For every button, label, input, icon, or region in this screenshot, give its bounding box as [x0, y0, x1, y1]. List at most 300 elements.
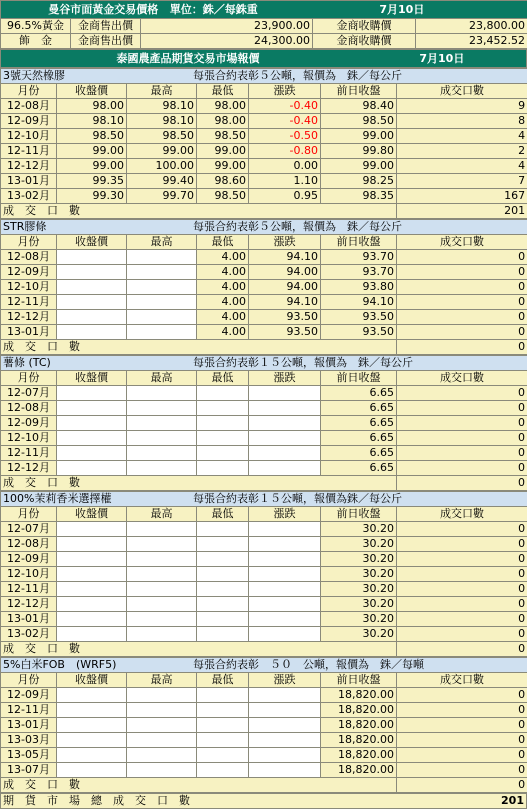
- table-cell: 13-02月: [1, 189, 57, 204]
- column-header: 收盤價: [57, 673, 127, 688]
- gold-sell-label: 金商售出價: [71, 34, 141, 49]
- table-cell: 0: [397, 250, 527, 265]
- table-cell: [249, 733, 321, 748]
- table-cell: 98.50: [197, 189, 249, 204]
- column-header-row: [1, 235, 527, 250]
- grand-total-table: [0, 793, 527, 809]
- table-cell: [127, 537, 197, 552]
- table-row: [1, 159, 527, 174]
- table-cell: 30.20: [321, 612, 397, 627]
- table-cell: [57, 446, 127, 461]
- section-title-row: [1, 492, 527, 507]
- table-cell: 99.00: [127, 144, 197, 159]
- table-cell: 12-09月: [1, 416, 57, 431]
- gold-sell-price: 23,900.00: [141, 19, 313, 34]
- table-cell: 94.00: [249, 280, 321, 295]
- table-cell: [197, 688, 249, 703]
- table-cell: [249, 401, 321, 416]
- table-cell: 30.20: [321, 522, 397, 537]
- column-header: 收盤價: [57, 235, 127, 250]
- section-total-row: [1, 778, 527, 793]
- column-header: 漲跌: [249, 235, 321, 250]
- column-header-row: [1, 371, 527, 386]
- table-row: [1, 280, 527, 295]
- column-header: 收盤價: [57, 507, 127, 522]
- table-cell: [249, 537, 321, 552]
- section-title-row: [1, 220, 527, 235]
- table-cell: 12-07月: [1, 386, 57, 401]
- futures-section-table: [0, 491, 527, 657]
- table-cell: 0: [397, 325, 527, 340]
- table-cell: [57, 733, 127, 748]
- table-cell: 12-10月: [1, 567, 57, 582]
- table-row: [1, 174, 527, 189]
- table-cell: 93.70: [321, 250, 397, 265]
- section-total-row: [1, 204, 527, 219]
- table-cell: 18,820.00: [321, 718, 397, 733]
- table-cell: 0: [397, 718, 527, 733]
- table-cell: 93.70: [321, 265, 397, 280]
- table-cell: -0.80: [249, 144, 321, 159]
- table-cell: 99.00: [321, 159, 397, 174]
- table-cell: 4.00: [197, 295, 249, 310]
- table-cell: 18,820.00: [321, 688, 397, 703]
- table-row: [1, 537, 527, 552]
- futures-section-table: [0, 68, 527, 219]
- table-cell: 4.00: [197, 250, 249, 265]
- table-cell: 0: [397, 416, 527, 431]
- table-cell: [57, 612, 127, 627]
- table-cell: [249, 718, 321, 733]
- table-cell: 99.30: [57, 189, 127, 204]
- table-cell: 0: [397, 461, 527, 476]
- table-cell: [57, 310, 127, 325]
- table-cell: [127, 552, 197, 567]
- table-cell: [249, 386, 321, 401]
- table-cell: [57, 582, 127, 597]
- table-cell: 93.80: [321, 280, 397, 295]
- table-cell: 0: [397, 597, 527, 612]
- table-cell: 0: [397, 280, 527, 295]
- section-name: 5%白米FOB (WRF5): [3, 658, 193, 672]
- table-cell: 13-01月: [1, 325, 57, 340]
- table-cell: 99.00: [321, 129, 397, 144]
- gold-rows: [1, 19, 527, 49]
- table-cell: [57, 748, 127, 763]
- table-cell: [249, 748, 321, 763]
- table-row: [1, 582, 527, 597]
- gold-price-table: [0, 0, 527, 49]
- table-cell: 12-10月: [1, 431, 57, 446]
- table-cell: 0: [397, 763, 527, 778]
- table-cell: 93.50: [249, 325, 321, 340]
- section-title-row: [1, 658, 527, 673]
- table-cell: 30.20: [321, 537, 397, 552]
- table-row: [1, 446, 527, 461]
- grand-total-value: 201: [501, 794, 524, 808]
- section-title-row: [1, 356, 527, 371]
- table-cell: 0: [397, 431, 527, 446]
- futures-section-table: [0, 657, 527, 793]
- table-row: [1, 401, 527, 416]
- gold-name: 96.5%黃金: [1, 19, 71, 34]
- table-cell: 12-11月: [1, 582, 57, 597]
- table-cell: [57, 295, 127, 310]
- table-cell: 0.00: [249, 159, 321, 174]
- table-cell: 12-11月: [1, 144, 57, 159]
- table-cell: [127, 265, 197, 280]
- table-cell: 98.50: [321, 114, 397, 129]
- section-title: [1, 69, 527, 84]
- table-cell: 13-01月: [1, 612, 57, 627]
- table-cell: [197, 431, 249, 446]
- table-row: [1, 597, 527, 612]
- table-cell: 0: [397, 688, 527, 703]
- gold-row: [1, 34, 527, 49]
- table-cell: 12-12月: [1, 461, 57, 476]
- table-cell: 13-07月: [1, 763, 57, 778]
- section-total-label: 成 交 口 數: [1, 642, 397, 657]
- table-cell: [57, 552, 127, 567]
- column-header: 收盤價: [57, 371, 127, 386]
- column-header: 月份: [1, 235, 57, 250]
- futures-date: 7月10日: [377, 50, 507, 67]
- column-header: 最高: [127, 673, 197, 688]
- table-cell: [127, 582, 197, 597]
- table-cell: [249, 461, 321, 476]
- table-cell: [249, 612, 321, 627]
- table-row: [1, 265, 527, 280]
- table-row: [1, 99, 527, 114]
- table-cell: 4.00: [197, 310, 249, 325]
- table-cell: [197, 748, 249, 763]
- table-cell: 8: [397, 114, 527, 129]
- table-cell: [249, 567, 321, 582]
- table-cell: 12-08月: [1, 99, 57, 114]
- table-cell: 0: [397, 627, 527, 642]
- gold-name: 飾 金: [1, 34, 71, 49]
- section-total-row: [1, 476, 527, 491]
- table-cell: 12-08月: [1, 250, 57, 265]
- table-cell: [197, 567, 249, 582]
- table-cell: [127, 446, 197, 461]
- column-header: 成交口數: [397, 507, 527, 522]
- table-cell: -0.40: [249, 114, 321, 129]
- gold-buy-label: 金商收購價: [313, 19, 416, 34]
- table-cell: [57, 688, 127, 703]
- section-title: [1, 356, 527, 371]
- table-cell: 6.65: [321, 431, 397, 446]
- table-cell: 12-11月: [1, 446, 57, 461]
- section-total-label: 成 交 口 數: [1, 340, 397, 355]
- table-row: [1, 189, 527, 204]
- table-cell: [197, 582, 249, 597]
- table-cell: [249, 763, 321, 778]
- table-cell: 6.65: [321, 386, 397, 401]
- table-cell: 98.10: [57, 114, 127, 129]
- grand-total-label: 期 貨 市 場 總 成 交 口 數: [3, 794, 190, 807]
- table-cell: 30.20: [321, 552, 397, 567]
- table-cell: [197, 597, 249, 612]
- table-cell: 4.00: [197, 280, 249, 295]
- table-cell: 93.50: [321, 310, 397, 325]
- futures-section-table: [0, 355, 527, 491]
- table-cell: 93.50: [321, 325, 397, 340]
- table-cell: [127, 401, 197, 416]
- table-row: [1, 250, 527, 265]
- table-cell: [127, 431, 197, 446]
- section-title: [1, 220, 527, 235]
- table-row: [1, 552, 527, 567]
- futures-title: 泰國農產品期貨交易市場報價: [3, 50, 373, 67]
- table-cell: 0: [397, 401, 527, 416]
- section-total-row: [1, 340, 527, 355]
- table-cell: [249, 627, 321, 642]
- table-row: [1, 688, 527, 703]
- gold-buy-label: 金商收購價: [313, 34, 416, 49]
- table-cell: [127, 703, 197, 718]
- table-cell: 7: [397, 174, 527, 189]
- table-cell: 0: [397, 265, 527, 280]
- table-cell: 94.10: [321, 295, 397, 310]
- table-cell: [57, 537, 127, 552]
- table-cell: 4: [397, 159, 527, 174]
- table-cell: [127, 627, 197, 642]
- table-cell: [57, 416, 127, 431]
- table-cell: 30.20: [321, 582, 397, 597]
- table-cell: [249, 431, 321, 446]
- column-header: 最高: [127, 235, 197, 250]
- table-cell: 0: [397, 295, 527, 310]
- gold-header: [1, 1, 527, 19]
- table-cell: [127, 386, 197, 401]
- table-cell: [127, 688, 197, 703]
- table-cell: 12-08月: [1, 537, 57, 552]
- table-cell: [57, 265, 127, 280]
- table-cell: 94.00: [249, 265, 321, 280]
- table-cell: 30.20: [321, 627, 397, 642]
- section-note: 每張合約表彰１５公噸，報價為銖／每公斤: [193, 492, 402, 505]
- section-name: 3號天然橡膠: [3, 69, 193, 83]
- section-total-value: 0: [397, 476, 527, 491]
- table-cell: [127, 612, 197, 627]
- table-row: [1, 763, 527, 778]
- table-cell: 94.10: [249, 295, 321, 310]
- table-cell: 12-11月: [1, 703, 57, 718]
- table-cell: [57, 718, 127, 733]
- table-cell: 0: [397, 582, 527, 597]
- table-cell: 12-07月: [1, 522, 57, 537]
- table-cell: 98.00: [197, 114, 249, 129]
- column-header-row: [1, 84, 527, 99]
- table-cell: 6.65: [321, 416, 397, 431]
- section-total-row: [1, 642, 527, 657]
- column-header: 最高: [127, 84, 197, 99]
- table-cell: 98.50: [57, 129, 127, 144]
- table-cell: [197, 718, 249, 733]
- table-cell: [57, 250, 127, 265]
- section-title-row: [1, 69, 527, 84]
- table-row: [1, 310, 527, 325]
- table-cell: 12-11月: [1, 295, 57, 310]
- grand-total-row: [1, 794, 527, 809]
- table-cell: 13-05月: [1, 748, 57, 763]
- futures-header: [1, 50, 527, 68]
- column-header: 最低: [197, 673, 249, 688]
- table-cell: [127, 522, 197, 537]
- column-header: 月份: [1, 507, 57, 522]
- column-header: 前日收盤: [321, 673, 397, 688]
- table-cell: [57, 627, 127, 642]
- table-cell: [249, 597, 321, 612]
- table-cell: 98.10: [127, 114, 197, 129]
- table-cell: 12-09月: [1, 552, 57, 567]
- section-title: [1, 492, 527, 507]
- table-cell: 12-09月: [1, 688, 57, 703]
- column-header: 漲跌: [249, 371, 321, 386]
- section-note: 每張合約表彰１５公噸，報價為 銖／每公斤: [193, 356, 413, 369]
- table-cell: 93.50: [249, 310, 321, 325]
- table-cell: [127, 280, 197, 295]
- table-row: [1, 567, 527, 582]
- table-row: [1, 386, 527, 401]
- table-row: [1, 612, 527, 627]
- table-cell: 167: [397, 189, 527, 204]
- table-cell: 9: [397, 99, 527, 114]
- table-cell: 99.40: [127, 174, 197, 189]
- table-cell: [127, 325, 197, 340]
- table-row: [1, 129, 527, 144]
- column-header: 最低: [197, 84, 249, 99]
- table-cell: 98.35: [321, 189, 397, 204]
- table-cell: [197, 446, 249, 461]
- column-header: 最低: [197, 235, 249, 250]
- table-row: [1, 522, 527, 537]
- table-cell: 98.00: [197, 99, 249, 114]
- table-cell: [197, 627, 249, 642]
- table-cell: [57, 325, 127, 340]
- section-name: STR膠條: [3, 220, 193, 234]
- table-cell: 4.00: [197, 325, 249, 340]
- table-cell: [127, 416, 197, 431]
- table-cell: [197, 537, 249, 552]
- table-cell: [127, 461, 197, 476]
- section-name: 薯條 (TC): [3, 356, 193, 370]
- table-cell: [197, 416, 249, 431]
- table-cell: 0: [397, 446, 527, 461]
- table-cell: 13-01月: [1, 174, 57, 189]
- table-row: [1, 295, 527, 310]
- table-cell: [57, 461, 127, 476]
- table-cell: 98.40: [321, 99, 397, 114]
- table-cell: [197, 386, 249, 401]
- futures-header-table: [0, 49, 527, 68]
- table-row: [1, 114, 527, 129]
- table-cell: [197, 461, 249, 476]
- table-cell: 4: [397, 129, 527, 144]
- section-note: 每張合約表彰 ５０ 公噸，報價為 銖／每噸: [193, 658, 424, 671]
- table-cell: [249, 522, 321, 537]
- table-cell: 0: [397, 567, 527, 582]
- table-cell: [57, 522, 127, 537]
- gold-row: [1, 19, 527, 34]
- column-header: 成交口數: [397, 673, 527, 688]
- table-cell: [127, 250, 197, 265]
- section-note: 每張合約表彰５公噸，報價為 銖／每公斤: [193, 220, 402, 233]
- table-cell: 12-12月: [1, 597, 57, 612]
- column-header: 最高: [127, 371, 197, 386]
- column-header: 漲跌: [249, 84, 321, 99]
- table-cell: [127, 597, 197, 612]
- table-cell: 0: [397, 748, 527, 763]
- table-cell: 30.20: [321, 567, 397, 582]
- gold-buy-price: 23,452.52: [416, 34, 527, 49]
- table-cell: 1.10: [249, 174, 321, 189]
- column-header: 漲跌: [249, 673, 321, 688]
- table-cell: 98.60: [197, 174, 249, 189]
- table-row: [1, 461, 527, 476]
- gold-sell-label: 金商售出價: [71, 19, 141, 34]
- table-cell: [249, 688, 321, 703]
- table-cell: [57, 703, 127, 718]
- table-cell: [57, 431, 127, 446]
- table-row: [1, 718, 527, 733]
- table-row: [1, 748, 527, 763]
- table-cell: 98.50: [197, 129, 249, 144]
- table-cell: 99.00: [197, 159, 249, 174]
- table-cell: [127, 763, 197, 778]
- section-total-value: 0: [397, 642, 527, 657]
- gold-title: 曼谷市面黃金交易價格: [48, 3, 158, 16]
- table-cell: 18,820.00: [321, 703, 397, 718]
- table-cell: [249, 552, 321, 567]
- futures-sections: [0, 68, 527, 793]
- table-row: [1, 627, 527, 642]
- table-cell: [197, 703, 249, 718]
- table-cell: [57, 597, 127, 612]
- table-cell: 98.10: [127, 99, 197, 114]
- table-cell: [197, 763, 249, 778]
- table-cell: [249, 416, 321, 431]
- table-cell: 0: [397, 310, 527, 325]
- table-cell: 6.65: [321, 461, 397, 476]
- table-cell: 18,820.00: [321, 763, 397, 778]
- section-total-label: 成 交 口 數: [1, 778, 397, 793]
- table-cell: 99.70: [127, 189, 197, 204]
- table-row: [1, 325, 527, 340]
- column-header: 月份: [1, 84, 57, 99]
- table-cell: 0: [397, 703, 527, 718]
- table-cell: 18,820.00: [321, 748, 397, 763]
- table-cell: 0: [397, 386, 527, 401]
- section-total-label: 成 交 口 數: [1, 476, 397, 491]
- table-row: [1, 416, 527, 431]
- table-cell: 99.80: [321, 144, 397, 159]
- table-cell: 0.95: [249, 189, 321, 204]
- column-header: 最低: [197, 371, 249, 386]
- table-cell: [57, 401, 127, 416]
- table-row: [1, 733, 527, 748]
- table-cell: 2: [397, 144, 527, 159]
- table-cell: 0: [397, 522, 527, 537]
- table-cell: 99.00: [57, 159, 127, 174]
- table-cell: 13-01月: [1, 718, 57, 733]
- table-cell: [197, 522, 249, 537]
- table-cell: [57, 280, 127, 295]
- table-cell: 6.65: [321, 401, 397, 416]
- column-header: 收盤價: [57, 84, 127, 99]
- table-cell: 13-02月: [1, 627, 57, 642]
